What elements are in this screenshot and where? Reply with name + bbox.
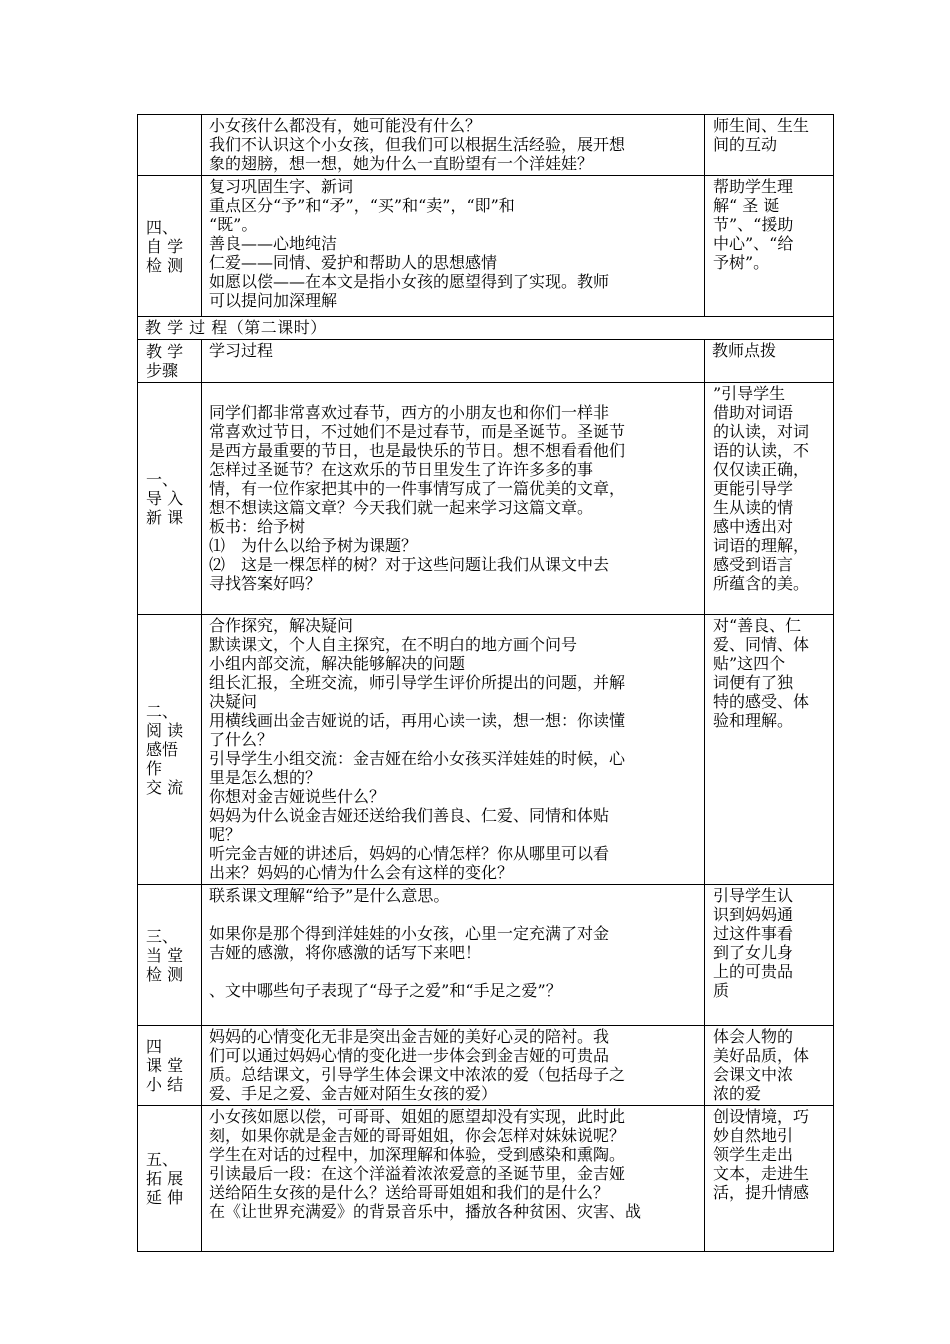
header-step <box>138 340 202 383</box>
process-line: 寻找答案好吗？ <box>209 574 322 593</box>
step-line: 一、 <box>146 470 179 489</box>
process-line: 在《让世界充满爱》的背景音乐中，播放各种贫困、灾害、战 <box>209 1202 642 1221</box>
process-line: ⑵ 这是一棵怎样的树？对于这些问题让我们从课文中去 <box>209 555 610 574</box>
process-line: 常喜欢过节日，不过她们不是过春节，而是圣诞节。圣诞节 <box>209 422 626 441</box>
lesson-row <box>138 115 834 176</box>
note-line: 贴”这四个 <box>713 654 786 673</box>
process-line: 小女孩什么都没有，她可能没有什么？ <box>209 116 482 135</box>
note-line: 词便有了独 <box>713 673 794 692</box>
process-line: 送给陌生女孩的是什么？送给哥哥姐姐和我们的是什么？ <box>209 1183 610 1202</box>
process-line: 想不想读这篇文章？今天我们就一起来学习这篇文章。 <box>209 498 594 517</box>
teacher-note-cell <box>705 176 834 317</box>
process-line <box>209 905 698 924</box>
lesson-row <box>138 1106 834 1252</box>
process-cell <box>202 615 705 885</box>
note-line: 体会人物的 <box>713 1027 794 1046</box>
note-line: 词语的理解， <box>713 536 810 555</box>
note-line: 中心”、“给 <box>713 234 794 253</box>
note-line: 生从读的情 <box>713 498 794 517</box>
note-line: 到了女儿身 <box>713 943 794 962</box>
process-line: 怎样过圣诞节？在这欢乐的节日里发生了许许多多的事 <box>209 460 594 479</box>
lesson-row <box>138 885 834 1026</box>
process-line: 爱、手足之爱、金吉娅对陌生女孩的爱） <box>209 1084 498 1103</box>
process-line: 出来？妈妈的心情为什么会有这样的变化？ <box>209 863 514 882</box>
step-line: 小 结 <box>146 1075 184 1094</box>
process-cell <box>202 1026 705 1106</box>
step-line: 检 测 <box>146 255 184 275</box>
process-line: 同学们都非常喜欢过春节，西方的小朋友也和你们一样非 <box>209 403 610 422</box>
process-line: 吉娅的感激，将你感激的话写下来吧！ <box>209 943 482 962</box>
process-line: 象的翅膀，想一想，她为什么一直盼望有一个洋娃娃？ <box>209 154 594 173</box>
lesson-row <box>138 176 834 317</box>
process-line: 复习巩固生字、新词 <box>209 177 354 196</box>
note-line: 节”、“援助 <box>713 215 794 234</box>
step-line: 五、 <box>146 1150 179 1169</box>
header-step-line: 步骤 <box>146 361 179 380</box>
note-line: 质 <box>713 981 730 1000</box>
process-line: 联系课文理解“给予”是什么意思。 <box>209 886 450 905</box>
note-line: 特的感受、体 <box>713 692 810 711</box>
note-line: 予树”。 <box>713 253 770 272</box>
process-line: 组长汇报，全班交流，师引导学生评价所提出的问题，并解 <box>209 673 626 692</box>
process-line: 们可以通过妈妈心情的变化进一步体会到金吉娅的可贵品 <box>209 1046 610 1065</box>
note-line: 的认读，对词 <box>713 422 810 441</box>
process-line: 刻，如果你就是金吉娅的哥哥姐姐，你会怎样对妹妹说呢？ <box>209 1126 626 1145</box>
note-line: 更能引导学 <box>713 479 794 498</box>
note-line: 对“善良、仁 <box>713 616 802 635</box>
process-line: 可以提问加深理解 <box>209 291 338 310</box>
process-cell <box>202 176 705 317</box>
lesson-row <box>138 615 834 885</box>
step-cell <box>138 615 202 885</box>
note-line: 上的可贵品 <box>713 962 794 981</box>
teacher-note-cell <box>705 115 834 176</box>
process-line: 小组内部交流，解决能够解决的问题 <box>209 654 466 673</box>
note-line: 间的互动 <box>713 135 778 154</box>
process-line: 了什么？ <box>209 730 274 749</box>
process-line: 决疑问 <box>209 692 258 711</box>
note-line: 浓的爱 <box>713 1084 762 1103</box>
note-line: 所蕴含的美。 <box>713 574 810 593</box>
process-cell <box>202 383 705 615</box>
teacher-note-cell <box>705 615 834 885</box>
step-line: 当 堂 <box>146 945 184 965</box>
process-line: 合作探究，解决疑问 <box>209 616 354 635</box>
process-cell <box>202 115 705 176</box>
note-line: 仅仅读正确， <box>713 460 810 479</box>
note-line: 借助对词语 <box>713 403 794 422</box>
step-line: 感悟 作 <box>146 740 179 778</box>
process-line: 呢？ <box>209 825 242 844</box>
teacher-note-cell <box>705 1106 834 1252</box>
process-cell <box>202 1106 705 1252</box>
note-line: 解“ 圣 诞 <box>713 196 780 215</box>
step-line: 二、 <box>146 702 179 721</box>
teacher-note-cell <box>705 383 834 615</box>
step-cell <box>138 176 202 317</box>
process-line: 善良——心地纯洁 <box>209 234 338 253</box>
process-line: 情，有一位作家把其中的一件事情写成了一篇优美的文章， <box>209 479 626 498</box>
note-line: 文本，走进生 <box>713 1164 810 1183</box>
note-line: 过这件事看 <box>713 924 794 943</box>
note-line: 妙自然地引 <box>713 1126 794 1145</box>
process-line: 重点区分“予”和“矛”，“买”和“卖”，“即”和 <box>209 196 515 215</box>
process-line <box>209 384 698 403</box>
note-line: 验和理解。 <box>713 711 794 730</box>
note-line: 引导学生认 <box>713 886 794 905</box>
lesson-row <box>138 383 834 615</box>
step-line: 课 堂 <box>146 1056 184 1075</box>
step-cell <box>138 885 202 1026</box>
note-line: 师生间、生生 <box>713 116 810 135</box>
note-line: 识到妈妈通 <box>713 905 794 924</box>
process-line: 板书：给予树 <box>209 517 306 536</box>
process-line: 我们不认识这个小女孩，但我们可以根据生活经验，展开想 <box>209 135 626 154</box>
note-line: 语的认读，不 <box>713 441 810 460</box>
process-line: 听完金吉娅的讲述后，妈妈的心情怎样？你从哪里可以看 <box>209 844 610 863</box>
step-line: 交 流 <box>146 778 184 797</box>
process-line: ⑴ 为什么以给予树为课题？ <box>209 536 418 555</box>
teacher-note-cell <box>705 885 834 1026</box>
process-line: 引导学生小组交流：金吉娅在给小女孩买洋娃娃的时候，心 <box>209 749 626 768</box>
lesson-plan-table <box>137 114 834 1252</box>
process-cell <box>202 885 705 1026</box>
process-line: 小女孩如愿以偿，可哥哥、姐姐的愿望却没有实现，此时此 <box>209 1107 626 1126</box>
process-line: 、文中哪些句子表现了“母子之爱”和“手足之爱”？ <box>209 981 562 1000</box>
note-line: 会课文中浓 <box>713 1065 794 1084</box>
process-line: 如愿以偿——在本文是指小女孩的愿望得到了实现。教师 <box>209 272 610 291</box>
step-line: 延 伸 <box>146 1188 184 1207</box>
process-line: “既”。 <box>209 215 258 234</box>
note-line: 帮助学生理 <box>713 177 794 196</box>
process-line: 用横线画出金吉娅说的话，再用心读一读，想一想：你读懂 <box>209 711 626 730</box>
process-line: 是西方最重要的节日，也是最快乐的节日。想不想看看他们 <box>209 441 626 460</box>
step-cell <box>138 1026 202 1106</box>
section-title-row <box>138 317 834 340</box>
step-cell <box>138 1106 202 1252</box>
note-line: 创设情境，巧 <box>713 1107 810 1126</box>
process-line <box>209 962 698 981</box>
process-line: 如果你是那个得到洋娃娃的小女孩，心里一定充满了对金 <box>209 924 610 943</box>
note-line: 领学生走出 <box>713 1145 794 1164</box>
note-line: ”引导学生 <box>713 384 786 403</box>
process-line: 质。总结课文，引导学生体会课文中浓浓的爱（包括母子之 <box>209 1065 626 1084</box>
step-line: 四 <box>146 1037 163 1056</box>
header-note: 教师点拨 <box>705 340 834 383</box>
step-line: 三、 <box>146 926 179 946</box>
note-line: 活，提升情感 <box>713 1183 810 1202</box>
process-line: 默读课文，个人自主探究，在不明白的地方画个问号 <box>209 635 578 654</box>
lesson-row <box>138 1026 834 1106</box>
process-line: 妈妈为什么说金吉娅还送给我们善良、仁爱、同情和体贴 <box>209 806 610 825</box>
note-line: 感中透出对 <box>713 517 794 536</box>
teacher-note-cell <box>705 1026 834 1106</box>
note-line: 爱、同情、体 <box>713 635 810 654</box>
process-line: 妈妈的心情变化无非是突出金吉娅的美好心灵的陪衬。我 <box>209 1027 610 1046</box>
process-line: 里是怎么想的？ <box>209 768 322 787</box>
step-line: 新 课 <box>146 508 184 527</box>
step-cell <box>138 115 202 176</box>
step-line: 自 学 <box>146 236 184 256</box>
process-line: 仁爱——同情、爱护和帮助人的思想感情 <box>209 253 498 272</box>
note-line: 感受到语言 <box>713 555 794 574</box>
step-cell <box>138 383 202 615</box>
process-line: 引读最后一段：在这个洋溢着浓浓爱意的圣诞节里，金吉娅 <box>209 1164 626 1183</box>
section-title: 教 学 过 程（第二课时） <box>138 317 834 340</box>
step-line: 拓 展 <box>146 1169 184 1188</box>
header-step-line: 教 学 <box>146 342 184 361</box>
header-process: 学习过程 <box>202 340 705 383</box>
step-line: 阅 读 <box>146 721 184 740</box>
note-line: 美好品质，体 <box>713 1046 810 1065</box>
step-line: 检 测 <box>146 964 184 984</box>
column-header-row <box>138 340 834 383</box>
process-line: 你想对金吉娅说些什么？ <box>209 787 386 806</box>
step-line: 四、 <box>146 217 179 237</box>
process-line: 学生在对话的过程中，加深理解和体验，受到感染和熏陶。 <box>209 1145 626 1164</box>
step-line: 导 入 <box>146 489 184 508</box>
